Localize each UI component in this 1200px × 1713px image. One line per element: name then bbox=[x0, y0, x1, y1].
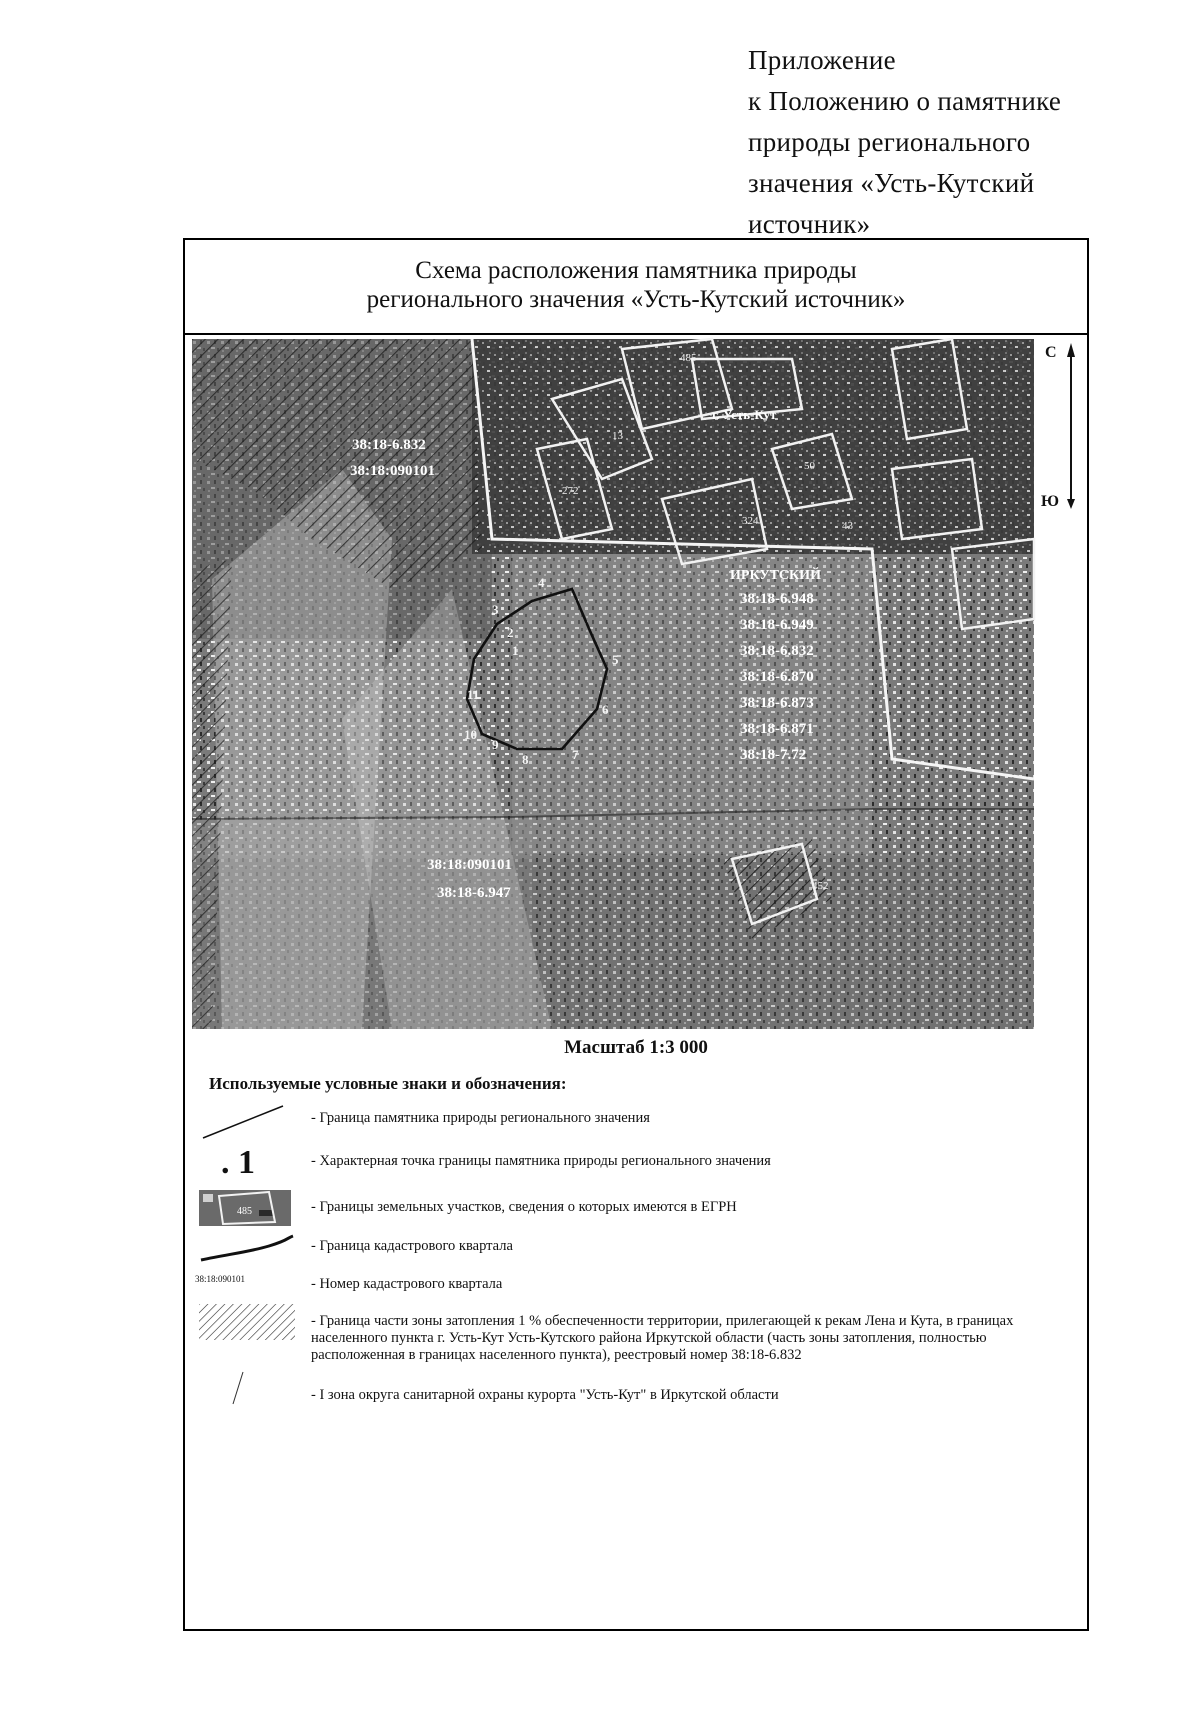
scheme-title-line-2: регионального значения «Усть-Кутский источник» bbox=[366, 286, 906, 313]
map-label-quarter-zone: 38:18-6.832 bbox=[352, 437, 426, 453]
map-label-zone: 38:18-6.870 bbox=[740, 669, 814, 685]
flood-zone-hatch-symbol-icon bbox=[199, 1304, 295, 1340]
point-label: 4 bbox=[538, 575, 545, 590]
appendix-line: к Положению о памятнике bbox=[748, 86, 1062, 116]
parcel-number: 50 bbox=[804, 460, 815, 472]
point-label: 8 bbox=[522, 752, 529, 767]
monument-boundary-symbol-icon bbox=[201, 1102, 291, 1142]
legend-item-sanitary-zone: - I зона округа санитарной охраны курорта "Усть-Кут" в Иркутской области bbox=[311, 1387, 779, 1403]
scheme-title-line-1: Схема расположения памятника природы bbox=[415, 257, 857, 284]
point-label: 2 bbox=[507, 625, 514, 640]
appendix-header bbox=[748, 40, 1061, 245]
point-label: 6 bbox=[602, 702, 609, 717]
map-image bbox=[192, 339, 1034, 1029]
point-label: 11 bbox=[467, 687, 480, 702]
legend-item-boundary-point: - Характерная точка границы памятника природы регионального значения bbox=[311, 1153, 771, 1169]
appendix-line: природы регионального bbox=[748, 127, 1031, 157]
compass-south: Ю bbox=[1041, 493, 1060, 510]
parcel-symbol-number: 485 bbox=[237, 1206, 252, 1217]
map-label-zone: 38:18-6.949 bbox=[740, 617, 814, 633]
point-label: 5 bbox=[612, 652, 619, 667]
map-label-zone: 38:18-6.948 bbox=[740, 591, 814, 607]
parcel-number: 43 bbox=[842, 520, 853, 532]
map-label-zone: 38:18-6.832 bbox=[740, 643, 814, 659]
legend-title: Используемые условные знаки и обозначения: bbox=[209, 1074, 567, 1093]
point-label: 7 bbox=[572, 747, 579, 762]
point-label: 10 bbox=[464, 727, 477, 742]
north-arrow bbox=[1041, 339, 1085, 539]
appendix-line: источник» bbox=[748, 209, 871, 239]
map-label-quarter-block: 38:18:090101 bbox=[350, 463, 435, 479]
map-label-irkutsk: ИРКУТСКИЙ bbox=[730, 568, 821, 583]
legend-item-flood-zone: - Граница части зоны затопления 1 % обеспеченности территории, прилегающей к рекам Лена и Кута, в границах населенного пункта г. Усть-Кут Усть-Кутского района Иркутской области (часть зоны затопления, полностью расположенная в границах населенного пункта), реестровый номер 38:18-6.832 bbox=[311, 1313, 1014, 1363]
boundary-point-symbol-icon: . 1 bbox=[221, 1144, 255, 1181]
legend-item-quarter-boundary: - Граница кадастрового квартала bbox=[311, 1238, 513, 1254]
map-scale: Масштаб 1:3 000 bbox=[564, 1037, 708, 1058]
parcel-number: 324 bbox=[742, 515, 759, 527]
map-label-town: г. Усть-Кут bbox=[712, 407, 777, 422]
appendix-line: Приложение bbox=[748, 45, 896, 75]
parcel-number: 485 bbox=[680, 352, 697, 364]
map-label-zone: 38:18-7.72 bbox=[740, 747, 807, 763]
legend-item-monument-boundary: - Граница памятника природы регионального значения bbox=[311, 1110, 650, 1126]
map-label-quarter-zone: 38:18-6.947 bbox=[437, 885, 511, 901]
point-label: 9 bbox=[492, 737, 499, 752]
scheme-title-box bbox=[185, 240, 1087, 335]
point-label: 3 bbox=[492, 602, 499, 617]
quarter-boundary-symbol-icon bbox=[199, 1226, 295, 1266]
point-label: 1 bbox=[512, 643, 519, 658]
compass-north: С bbox=[1045, 344, 1057, 361]
scheme-frame bbox=[183, 238, 1089, 1631]
parcel-number: 13 bbox=[612, 430, 623, 442]
map-label-zone: 38:18-6.871 bbox=[740, 721, 814, 737]
legend-item-parcel-boundaries: - Границы земельных участков, сведения о которых имеются в ЕГРН bbox=[311, 1199, 737, 1215]
legend-item-quarter-number: - Номер кадастрового квартала bbox=[311, 1276, 503, 1292]
north-arrow-svg bbox=[1041, 339, 1085, 539]
appendix-line: значения «Усть-Кутский bbox=[748, 168, 1035, 198]
parcel-number: 272 bbox=[562, 485, 579, 497]
sanitary-zone-symbol-icon bbox=[221, 1368, 251, 1408]
map-label-zone: 38:18-6.873 bbox=[740, 695, 814, 711]
quarter-number-symbol: 38:18:090101 bbox=[195, 1274, 246, 1284]
map-svg bbox=[192, 339, 1034, 1029]
map-label-quarter-block: 38:18:090101 bbox=[427, 857, 512, 873]
parcel-number: 452 bbox=[812, 880, 829, 892]
parcel-boundary-symbol-icon bbox=[199, 1190, 291, 1226]
